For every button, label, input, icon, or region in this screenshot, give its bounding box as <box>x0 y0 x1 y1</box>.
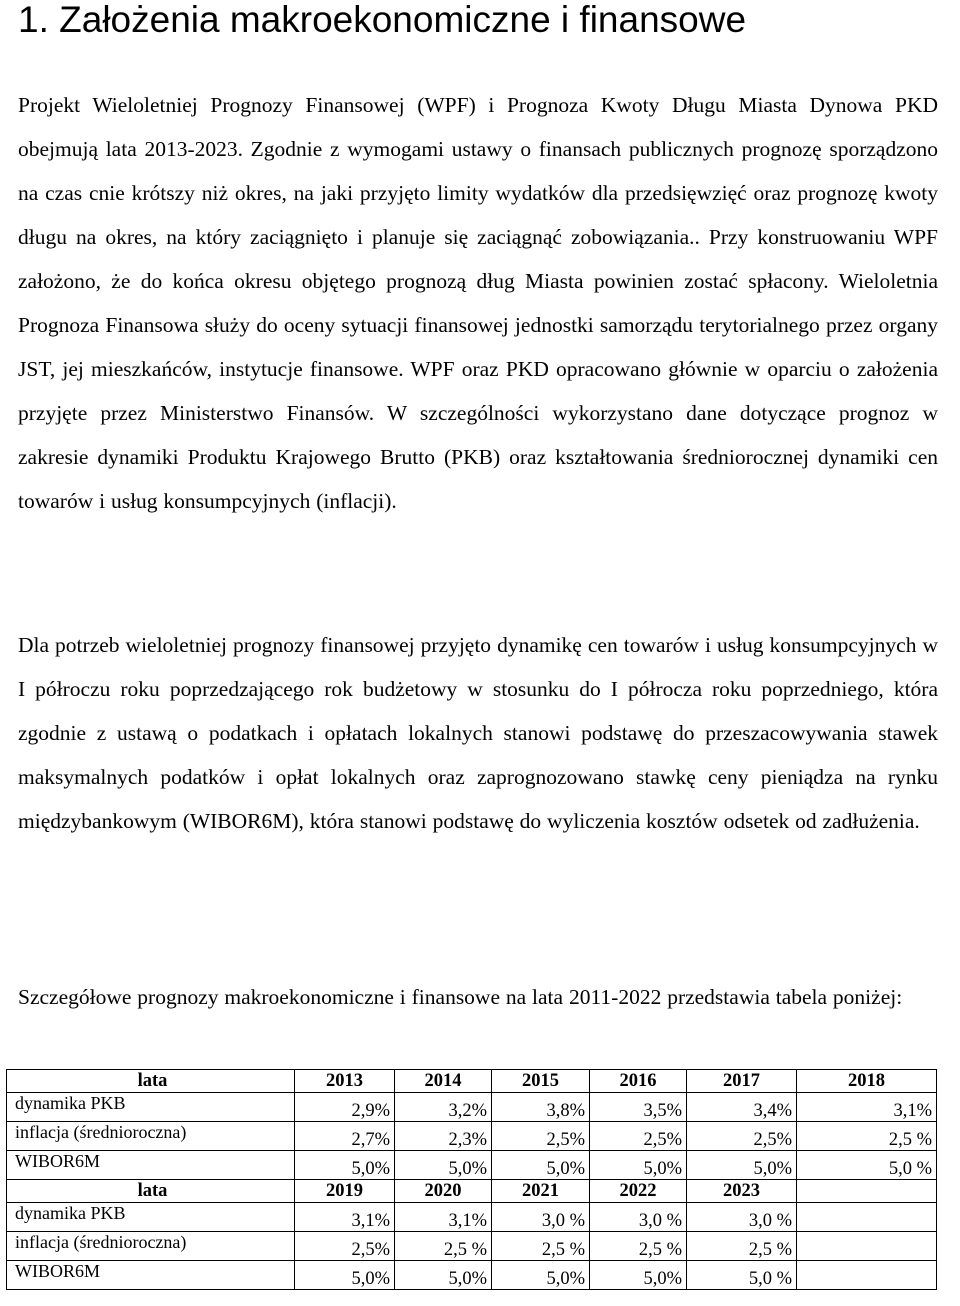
value-cell: 5,0% <box>395 1151 492 1180</box>
macro-forecast-table <box>6 1069 937 1290</box>
value-cell: 3,0 % <box>590 1203 687 1232</box>
value-cell: 2,5 % <box>395 1232 492 1261</box>
header-label-cell: lata <box>7 1180 295 1203</box>
table-intro-paragraph: Szczegółowe prognozy makroekonomiczne i finansowe na lata 2011-2022 przedstawia tabela poniżej: <box>18 985 903 1009</box>
value-cell: 5,0% <box>590 1151 687 1180</box>
indicator-label-cell: dynamika PKB <box>7 1203 295 1232</box>
value-cell: 3,0 % <box>492 1203 590 1232</box>
inflation-paragraph: Dla potrzeb wieloletniej prognozy finansowej przyjęto dynamikę cen towarów i usług konsumpcyjnych w I półroczu roku poprzedzającego rok budżetowy w stosunku do I półrocza roku poprzedniego, która zgodnie z ustawą o podatkach i opłatach lokalnych stanowi podstawę do przeszacowywania stawek maksymalnych podatków i opłat lokalnych oraz zaprognozowano stawkę ceny pieniądza na rynku międzybankowym (WIBOR6M), która stanowi podstawę do wyliczenia kosztów odsetek od zadłużenia. <box>18 633 938 833</box>
year-header-cell: 2019 <box>295 1180 395 1203</box>
value-cell: 5,0 % <box>687 1261 797 1290</box>
value-cell: 5,0% <box>492 1261 590 1290</box>
header-label-cell: lata <box>7 1070 295 1093</box>
indicator-label-cell: WIBOR6M <box>7 1151 295 1180</box>
value-cell: 3,1% <box>295 1203 395 1232</box>
year-header-cell: 2016 <box>590 1070 687 1093</box>
indicator-label-cell: inflacja (średnioroczna) <box>7 1122 295 1151</box>
value-cell: 2,5 % <box>797 1122 937 1151</box>
table-row <box>7 1203 937 1232</box>
value-cell: 3,8% <box>492 1093 590 1122</box>
value-cell: 2,7% <box>295 1122 395 1151</box>
year-header-cell: 2021 <box>492 1180 590 1203</box>
year-header-cell: 2022 <box>590 1180 687 1203</box>
year-header-cell: 2018 <box>797 1070 937 1093</box>
value-cell: 2,5% <box>492 1122 590 1151</box>
table-header-row <box>7 1180 937 1203</box>
value-cell: 5,0% <box>395 1261 492 1290</box>
year-header-cell: 2017 <box>687 1070 797 1093</box>
table-row <box>7 1093 937 1122</box>
value-cell: 3,2% <box>395 1093 492 1122</box>
table-header-row <box>7 1070 937 1093</box>
value-cell: 5,0% <box>295 1151 395 1180</box>
value-cell: 2,5 % <box>687 1232 797 1261</box>
value-cell: 5,0% <box>295 1261 395 1290</box>
value-cell: 2,3% <box>395 1122 492 1151</box>
table-row <box>7 1151 937 1180</box>
indicator-label-cell: dynamika PKB <box>7 1093 295 1122</box>
table-row <box>7 1261 937 1290</box>
value-cell: 2,5 % <box>590 1232 687 1261</box>
value-cell: 5,0% <box>492 1151 590 1180</box>
indicator-label-cell: inflacja (średnioroczna) <box>7 1232 295 1261</box>
value-cell: 3,1% <box>395 1203 492 1232</box>
value-cell: 2,5% <box>687 1122 797 1151</box>
indicator-label-cell: WIBOR6M <box>7 1261 295 1290</box>
value-cell: 2,5% <box>295 1232 395 1261</box>
value-cell: 5,0 % <box>797 1151 937 1180</box>
value-cell: 5,0% <box>687 1151 797 1180</box>
table-row <box>7 1232 937 1261</box>
value-cell: 3,4% <box>687 1093 797 1122</box>
intro-paragraph: Projekt Wieloletniej Prognozy Finansowej (WPF) i Prognoza Kwoty Długu Miasta Dynowa PKD obejmują lata 2013-2023. Zgodnie z wymogami ustawy o finansach publicznych prognozę sporządzono na czas cnie krótszy niż okres, na jaki przyjęto limity wydatków dla przedsięwzięć oraz prognozę kwoty długu na okres, na który zaciągnięto i planuje się zaciągnąć zobowiązania.. Przy konstruowaniu WPF założono, że do końca okresu objętego prognozą dług Miasta powinien zostać spłacony. Wieloletnia Prognoza Finansowa służy do oceny sytuacji finansowej jednostki samorządu terytorialnego przez organy JST, jej mieszkańców, instytucje finansowe. WPF oraz PKD opracowano głównie w oparciu o założenia przyjęte przez Ministerstwo Finansów. W szczególności wykorzystano dane dotyczące prognoz w zakresie dynamiki Produktu Krajowego Brutto (PKB) oraz kształtowania średniorocznej dynamiki cen towarów i usług konsumpcyjnych (inflacji). <box>18 93 938 513</box>
value-cell: 2,9% <box>295 1093 395 1122</box>
forecast-table-wrapper <box>6 1069 937 1290</box>
table-row <box>7 1122 937 1151</box>
year-header-cell: 2020 <box>395 1180 492 1203</box>
table-body <box>7 1070 937 1290</box>
value-cell <box>797 1203 937 1232</box>
value-cell: 2,5% <box>590 1122 687 1151</box>
section-heading: 1. Założenia makroekonomiczne i finansowe <box>18 0 747 40</box>
year-header-cell: 2015 <box>492 1070 590 1093</box>
year-header-cell: 2013 <box>295 1070 395 1093</box>
year-header-cell <box>797 1180 937 1203</box>
value-cell: 5,0% <box>590 1261 687 1290</box>
year-header-cell: 2023 <box>687 1180 797 1203</box>
value-cell <box>797 1261 937 1290</box>
value-cell: 2,5 % <box>492 1232 590 1261</box>
value-cell: 3,5% <box>590 1093 687 1122</box>
value-cell <box>797 1232 937 1261</box>
value-cell: 3,0 % <box>687 1203 797 1232</box>
year-header-cell: 2014 <box>395 1070 492 1093</box>
value-cell: 3,1% <box>797 1093 937 1122</box>
